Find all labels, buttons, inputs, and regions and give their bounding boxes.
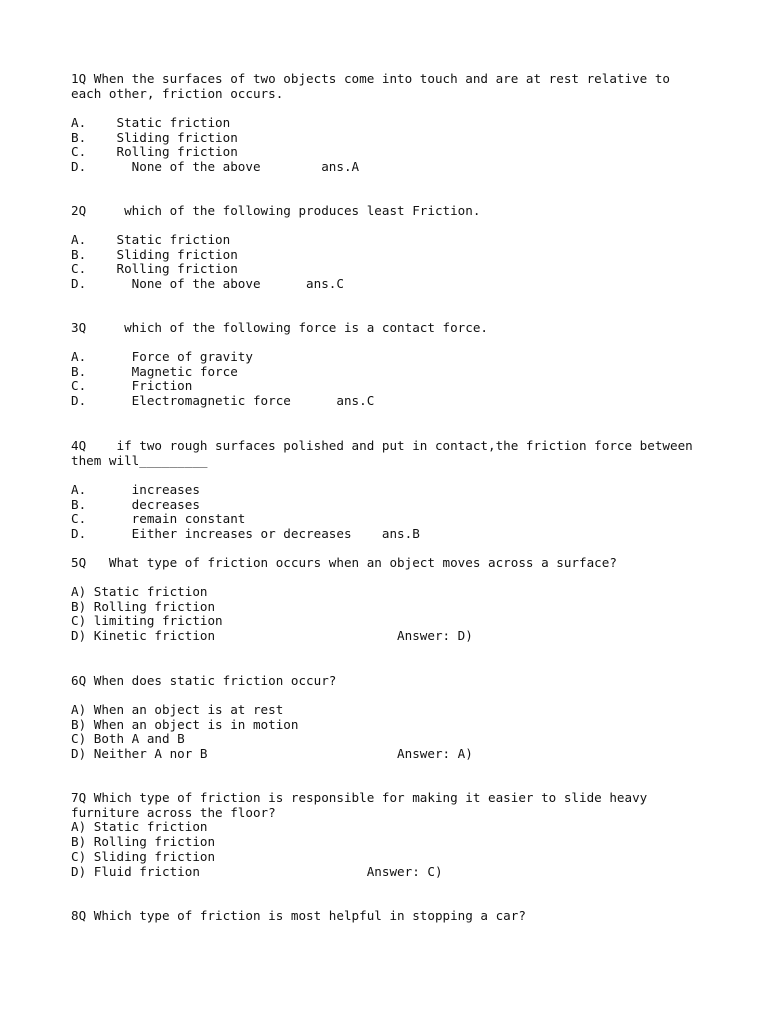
- question-8-text: 8Q Which type of friction is most helpful in stopping a car?: [71, 908, 526, 923]
- question-6-options: A) When an object is at rest B) When an object is in motion C) Both A and B D) Neither A nor B Answer: A): [71, 702, 473, 762]
- question-1-options: A. Static friction B. Sliding friction C. Rolling friction D. None of the above ans.A: [71, 115, 360, 175]
- question-2-text: 2Q which of the following produces least Friction.: [71, 203, 481, 218]
- question-3-text: 3Q which of the following force is a contact force.: [71, 320, 489, 335]
- question-4-options: A. increases B. decreases C. remain constant D. Either increases or decreases ans.B: [71, 482, 420, 542]
- question-2-options: A. Static friction B. Sliding friction C. Rolling friction D. None of the above ans.C: [71, 232, 344, 292]
- question-5-options: A) Static friction B) Rolling friction C) limiting friction D) Kinetic friction Answer: D): [71, 584, 473, 644]
- question-7-text: 7Q Which type of friction is responsible for making it easier to slide heavy furniture across the floor? A) Static friction B) Rolling friction C) Sliding friction D) Fluid friction Answer: C): [71, 790, 648, 879]
- question-4-text: 4Q if two rough surfaces polished and put in contact,the friction force between them will_________: [71, 438, 693, 468]
- question-3-options: A. Force of gravity B. Magnetic force C. Friction D. Electromagnetic force ans.C: [71, 349, 375, 409]
- question-1-text: 1Q When the surfaces of two objects come into touch and are at rest relative to each other, friction occurs.: [71, 71, 670, 101]
- question-5-text: 5Q What type of friction occurs when an object moves across a surface?: [71, 555, 617, 570]
- question-6-text: 6Q When does static friction occur?: [71, 673, 337, 688]
